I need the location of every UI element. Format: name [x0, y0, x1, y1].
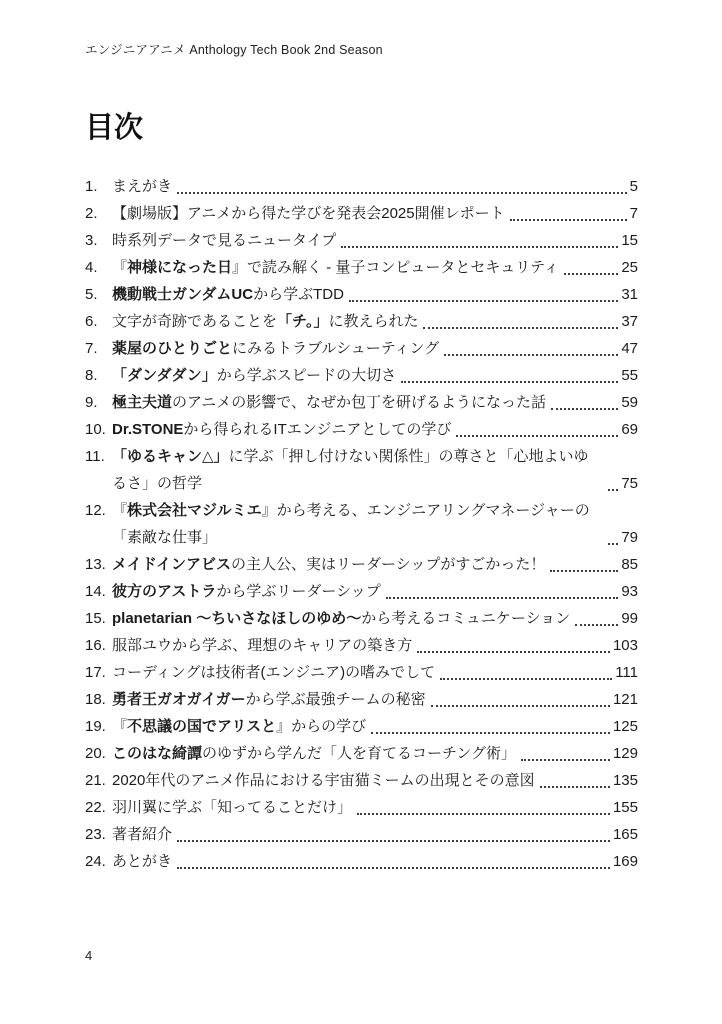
toc-entry-number: 9.: [85, 394, 98, 411]
toc-entry-number: 2.: [85, 205, 98, 222]
toc-entry-page: 169: [612, 853, 638, 870]
toc-entry-page: 135: [612, 772, 638, 789]
toc-entry-number: 10.: [85, 421, 106, 438]
toc-entry: [85, 605, 638, 632]
toc-entry: [85, 254, 638, 281]
toc-entry: [85, 767, 638, 794]
toc-entry: [85, 173, 638, 200]
toc-leader-dots: [401, 381, 618, 383]
toc-entry: [85, 443, 638, 497]
toc-leader-dots: [371, 732, 610, 734]
toc-entry-title: 著者紹介: [112, 826, 173, 843]
toc-entry-page: 31: [621, 286, 638, 303]
toc-entry-number: 14.: [85, 583, 106, 600]
toc-entry-number: 21.: [85, 772, 106, 789]
toc-entry-number: 5.: [85, 286, 98, 303]
toc-entry-page: 79: [621, 529, 638, 546]
toc-entry: [85, 578, 638, 605]
toc-entry-number: 17.: [85, 664, 106, 681]
toc-entry-title: 彼方のアストラから学ぶリーダーシップ: [112, 583, 381, 600]
toc-entry-number: 7.: [85, 340, 98, 357]
toc-list: [85, 173, 638, 875]
toc-entry: [85, 281, 638, 308]
toc-entry: [85, 794, 638, 821]
toc-leader-dots: [431, 705, 610, 707]
toc-entry-page: 69: [621, 421, 638, 438]
toc-leader-dots: [349, 300, 618, 302]
toc-entry-number: 4.: [85, 259, 98, 276]
toc-entry-number: 20.: [85, 745, 106, 762]
toc-leader-dots: [341, 246, 618, 248]
toc-entry-page: 7: [629, 205, 638, 222]
toc-leader-dots: [177, 192, 627, 194]
toc-entry-number: 13.: [85, 556, 106, 573]
toc-leader-dots: [417, 651, 610, 653]
toc-entry-title: Dr.STONEから得られるITエンジニアとしての学び: [112, 421, 452, 438]
toc-entry-page: 111: [615, 664, 638, 681]
toc-leader-dots: [386, 597, 619, 599]
toc-entry-title: 【劇場版】アニメから得た学びを発表会2025開催レポート: [112, 205, 505, 222]
toc-leader-dots: [521, 759, 610, 761]
toc-entry-title: 『株式会社マジルミエ』から考える、エンジニアリングマネージャーの「素敵な仕事」: [112, 502, 590, 546]
toc-entry-title: 機動戦士ガンダムUCから学ぶTDD: [112, 286, 344, 303]
toc-leader-dots: [551, 408, 618, 410]
toc-entry-page: 165: [612, 826, 638, 843]
toc-entry-page: 121: [612, 691, 638, 708]
toc-entry-title: 時系列データで見るニュータイプ: [112, 232, 337, 249]
toc-leader-dots: [575, 624, 618, 626]
toc-entry-page: 47: [621, 340, 638, 357]
toc-leader-dots: [564, 273, 618, 275]
toc-entry: [85, 200, 638, 227]
toc-entry-title: 『神様になった日』で読み解く - 量子コンピュータとセキュリティ: [112, 259, 559, 276]
toc-entry-number: 18.: [85, 691, 106, 708]
toc-entry-number: 15.: [85, 610, 106, 627]
toc-leader-dots: [540, 786, 610, 788]
toc-leader-dots: [456, 435, 618, 437]
toc-entry-page: 155: [612, 799, 638, 816]
toc-entry-page: 99: [621, 610, 638, 627]
toc-entry: [85, 686, 638, 713]
toc-entry: [85, 362, 638, 389]
toc-entry-title: 2020年代のアニメ作品における宇宙猫ミームの出現とその意図: [112, 772, 535, 789]
toc-entry: [85, 632, 638, 659]
toc-entry-number: 6.: [85, 313, 98, 330]
toc-entry-title: このはな綺譚のゆずから学んだ「人を育てるコーチング術」: [112, 745, 516, 762]
toc-entry: [85, 497, 638, 551]
toc-entry-number: 11.: [85, 448, 105, 465]
toc-entry-number: 23.: [85, 826, 106, 843]
page-title: 目次: [85, 112, 144, 144]
toc-entry-page: 5: [629, 178, 638, 195]
toc-entry-title: あとがき: [112, 853, 173, 870]
toc-entry-title: まえがき: [112, 178, 173, 195]
toc-entry: [85, 389, 638, 416]
page-number: 4: [85, 948, 93, 963]
toc-entry-title: 服部ユウから学ぶ、理想のキャリアの築き方: [112, 637, 413, 654]
toc-entry-page: 55: [621, 367, 638, 384]
toc-entry-page: 59: [621, 394, 638, 411]
toc-entry-page: 125: [612, 718, 638, 735]
toc-entry: [85, 227, 638, 254]
toc-leader-dots: [357, 813, 610, 815]
toc-entry: [85, 335, 638, 362]
toc-entry-title: 羽川翼に学ぶ「知ってることだけ」: [112, 799, 353, 816]
toc-leader-dots: [608, 489, 618, 491]
toc-entry-number: 24.: [85, 853, 106, 870]
toc-entry-page: 129: [612, 745, 638, 762]
toc-entry-title: 文字が奇跡であることを「チ。」に教えられた: [112, 313, 419, 330]
toc-entry-page: 25: [621, 259, 638, 276]
toc-leader-dots: [423, 327, 618, 329]
running-header: エンジニアアニメ Anthology Tech Book 2nd Season: [85, 43, 383, 57]
toc-entry-title: 「ゆるキャン△」に学ぶ「押し付けない関係性」の尊さと「心地よいゆるさ」の哲学: [112, 448, 589, 492]
toc-entry: [85, 713, 638, 740]
toc-entry-number: 19.: [85, 718, 106, 735]
toc-leader-dots: [510, 219, 627, 221]
toc-leader-dots: [444, 354, 618, 356]
toc-entry-number: 1.: [85, 178, 98, 195]
toc-entry: [85, 821, 638, 848]
toc-entry-page: 75: [621, 475, 638, 492]
toc-entry-page: 93: [621, 583, 638, 600]
toc-entry-title: 極主夫道のアニメの影響で、なぜか包丁を研げるようになった話: [112, 394, 546, 411]
toc-entry-page: 85: [621, 556, 638, 573]
toc-entry-page: 37: [621, 313, 638, 330]
toc-entry-number: 12.: [85, 502, 106, 519]
toc-entry: [85, 848, 638, 875]
toc-entry: [85, 740, 638, 767]
toc-entry-title: コーディングは技術者(エンジニア)の嗜みでして: [112, 664, 436, 681]
toc-leader-dots: [177, 867, 610, 869]
toc-entry-title: 『不思議の国でアリスと』からの学び: [112, 718, 367, 735]
toc-entry: [85, 308, 638, 335]
toc-entry: [85, 416, 638, 443]
toc-entry-title: 薬屋のひとりごとにみるトラブルシューティング: [112, 340, 440, 357]
toc-entry-page: 15: [621, 232, 638, 249]
toc-entry-page: 103: [612, 637, 638, 654]
toc-leader-dots: [550, 570, 618, 572]
toc-entry-title: 勇者王ガオガイガーから学ぶ最強チームの秘密: [112, 691, 426, 708]
toc-entry: [85, 659, 638, 686]
toc-entry: [85, 551, 638, 578]
toc-entry-title: planetarian 〜ちいさなほしのゆめ〜から考えるコミュニケーション: [112, 610, 571, 627]
toc-leader-dots: [608, 543, 618, 545]
toc-leader-dots: [440, 678, 612, 680]
toc-entry-number: 8.: [85, 367, 98, 384]
toc-entry-number: 16.: [85, 637, 106, 654]
toc-entry-number: 3.: [85, 232, 98, 249]
toc-entry-title: 「ダンダダン」から学ぶスピードの大切さ: [112, 367, 397, 384]
toc-leader-dots: [177, 840, 610, 842]
toc-entry-number: 22.: [85, 799, 106, 816]
toc-entry-title: メイドインアビスの主人公、実はリーダーシップがすごかった！: [112, 556, 546, 573]
